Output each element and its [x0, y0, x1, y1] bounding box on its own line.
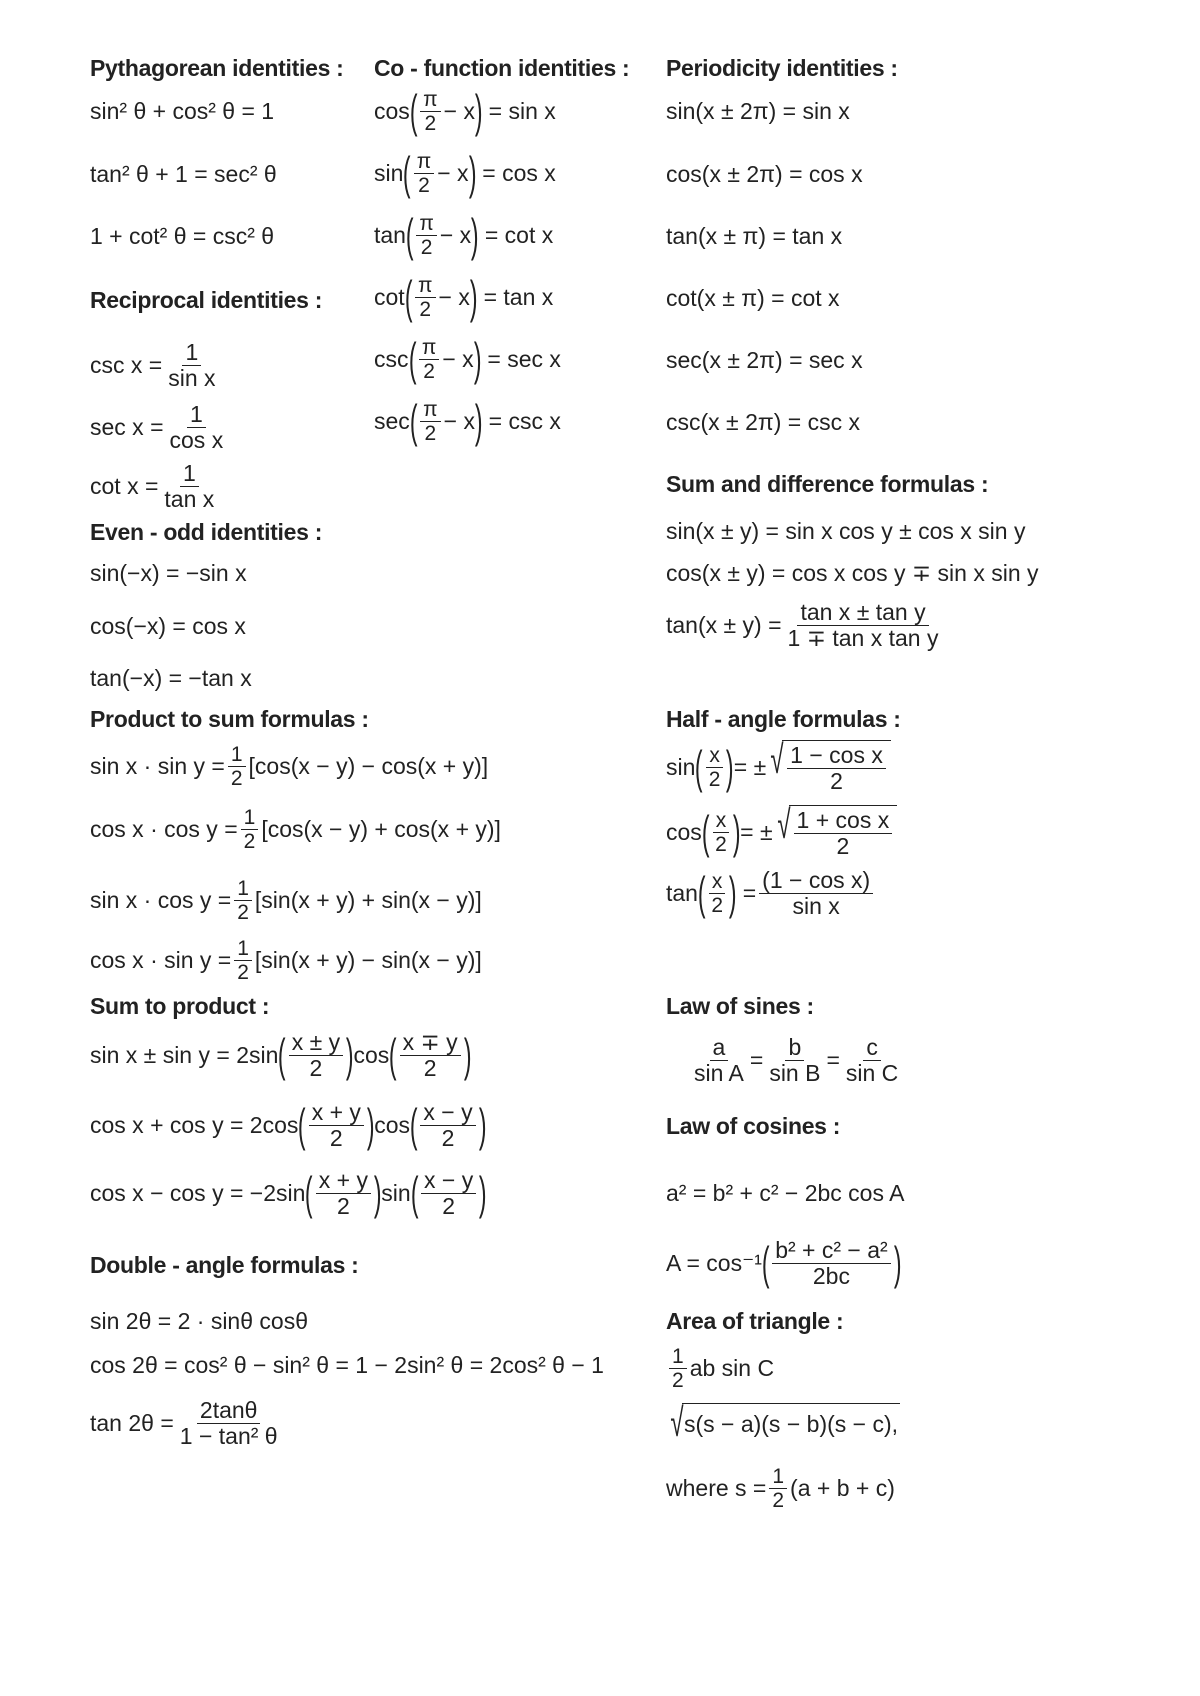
heading-double-angle: Double - angle formulas :: [90, 1252, 359, 1278]
heading-half-angle: Half - angle formulas :: [666, 706, 901, 732]
sum-to-product-formula: sin x ± sin y = 2sin ( $\frac{x \pm y}{2}$ ) cos ( $\frac{x \mp y}{2}$ ): [90, 1029, 472, 1082]
even-odd-formula: cos(−x) = cos x: [90, 613, 246, 639]
reciprocal-formula: sec x = $\frac{1}{\text{cos x}}$: [90, 401, 224, 454]
sum-difference-formula: sin(x ± y) = sin x cos y ± cos x sin y: [666, 518, 1026, 544]
cofunction-formula: cot ( $\frac{\pi}{2}$ − x ) = tan x: [374, 270, 554, 323]
heading-even-odd: Even - odd identities :: [90, 519, 323, 545]
product-to-sum-formula: sin x · cos y = $\frac{1}{2}$ [sin(x + y) + sin(x − y)]: [90, 877, 482, 925]
periodicity-formula: sin(x ± 2π) = sin x: [666, 98, 850, 124]
cofunction-formula: tan ( $\frac{\pi}{2}$ − x ) = cot x: [374, 208, 554, 261]
heading-pythagorean: Pythagorean identities :: [90, 55, 344, 81]
half-angle-formula: sin ( $\frac{x}{2}$ ) = ± √ $\frac{\text{1 − cos x}}{2}$: [666, 740, 891, 795]
periodicity-formula: csc(x ± 2π) = csc x: [666, 409, 860, 435]
heading-law-of-sines: Law of sines :: [666, 993, 814, 1019]
heading-law-of-cosines: Law of cosines :: [666, 1113, 841, 1139]
heading-sum-difference: Sum and difference formulas :: [666, 471, 989, 497]
even-odd-formula: tan(−x) = −tan x: [90, 665, 252, 691]
product-to-sum-formula: sin x · sin y = $\frac{1}{2}$ [cos(x − y) − cos(x + y)]: [90, 743, 489, 791]
reciprocal-formula: cot x = $\frac{1}{\text{tan x}}$: [90, 460, 215, 513]
half-angle-formula: cos ( $\frac{x}{2}$ ) = ± √ $\frac{\text{1 + cos x}}{2}$: [666, 805, 897, 860]
inverse-cosine-formula: A = cos⁻¹ ( $\frac{\text{b² + c² − a²}}{2bc}$ ): [666, 1237, 902, 1290]
double-angle-formula: sin 2θ = 2 · sinθ cosθ: [90, 1308, 308, 1334]
periodicity-formula: sec(x ± 2π) = sec x: [666, 347, 863, 373]
sum-difference-formula: cos(x ± y) = cos x cos y ∓ sin x sin y: [666, 560, 1039, 586]
pythagorean-formula: sin² θ + cos² θ = 1: [90, 98, 275, 124]
heading-area-triangle: Area of triangle :: [666, 1308, 844, 1334]
periodicity-formula: cot(x ± π) = cot x: [666, 285, 840, 311]
reciprocal-formula: csc x = $\frac{1}{\text{sin x}}$: [90, 339, 216, 392]
heading-periodicity: Periodicity identities :: [666, 55, 898, 81]
pythagorean-formula: 1 + cot² θ = csc² θ: [90, 223, 275, 249]
area-semiperimeter: where s = $\frac{1}{2}$ (a + b + c): [666, 1465, 895, 1513]
heading-sum-to-product: Sum to product :: [90, 993, 270, 1019]
cofunction-formula: sec ( $\frac{\pi}{2}$ − x ) = csc x: [374, 394, 561, 447]
heading-product-to-sum: Product to sum formulas :: [90, 706, 369, 732]
law-of-sines-formula: $\frac{a}{\text{sin A}}$ = $\frac{b}{\text{sin B}}$ = $\frac{c}{\text{sin C}}$: [694, 1034, 899, 1087]
sum-difference-formula: tan(x ± y) = $\frac{\text{tan x ± tan y}}{\text{1 ∓ tan x tan y}}$: [666, 599, 939, 652]
cofunction-formula: csc ( $\frac{\pi}{2}$ − x ) = sec x: [374, 332, 561, 385]
sum-to-product-formula: cos x + cos y = 2cos ( $\frac{x + y}{2}$ ) cos ( $\frac{x - y}{2}$ ): [90, 1099, 487, 1152]
periodicity-formula: cos(x ± 2π) = cos x: [666, 161, 863, 187]
product-to-sum-formula: cos x · cos y = $\frac{1}{2}$ [cos(x − y) + cos(x + y)]: [90, 806, 501, 854]
double-angle-formula: tan 2θ = $\frac{2\tan\theta}{\text{1 − tan² θ}}$: [90, 1397, 278, 1450]
area-half-ab-sinc: $\frac{1}{2}$ ab sin C: [666, 1345, 774, 1392]
pythagorean-formula: tan² θ + 1 = sec² θ: [90, 161, 277, 187]
law-of-cosines-formula: a² = b² + c² − 2bc cos A: [666, 1180, 905, 1206]
sum-to-product-formula: cos x − cos y = −2sin ( $\frac{x + y}{2}$ ) sin ( $\frac{x - y}{2}$ ): [90, 1167, 487, 1220]
product-to-sum-formula: cos x · sin y = $\frac{1}{2}$ [sin(x + y) − sin(x − y)]: [90, 937, 482, 985]
cofunction-formula: sin ( $\frac{\pi}{2}$ − x ) = cos x: [374, 146, 556, 199]
double-angle-formula: cos 2θ = cos² θ − sin² θ = 1 − 2sin² θ = 2cos² θ − 1: [90, 1352, 604, 1378]
half-angle-formula: tan ( $\frac{x}{2}$ ) = $\frac{\text{(1 − cos x)}}{\text{sin x}}$: [666, 868, 876, 920]
even-odd-formula: sin(−x) = −sin x: [90, 560, 247, 586]
area-heron-formula: √ s(s − a)(s − b)(s − c),: [670, 1401, 899, 1445]
heading-cofunction: Co - function identities :: [374, 55, 630, 81]
periodicity-formula: tan(x ± π) = tan x: [666, 223, 843, 249]
heading-reciprocal: Reciprocal identities :: [90, 287, 323, 313]
cofunction-formula: cos ( $\frac{\pi}{2}$ − x ) = sin x: [374, 84, 556, 137]
